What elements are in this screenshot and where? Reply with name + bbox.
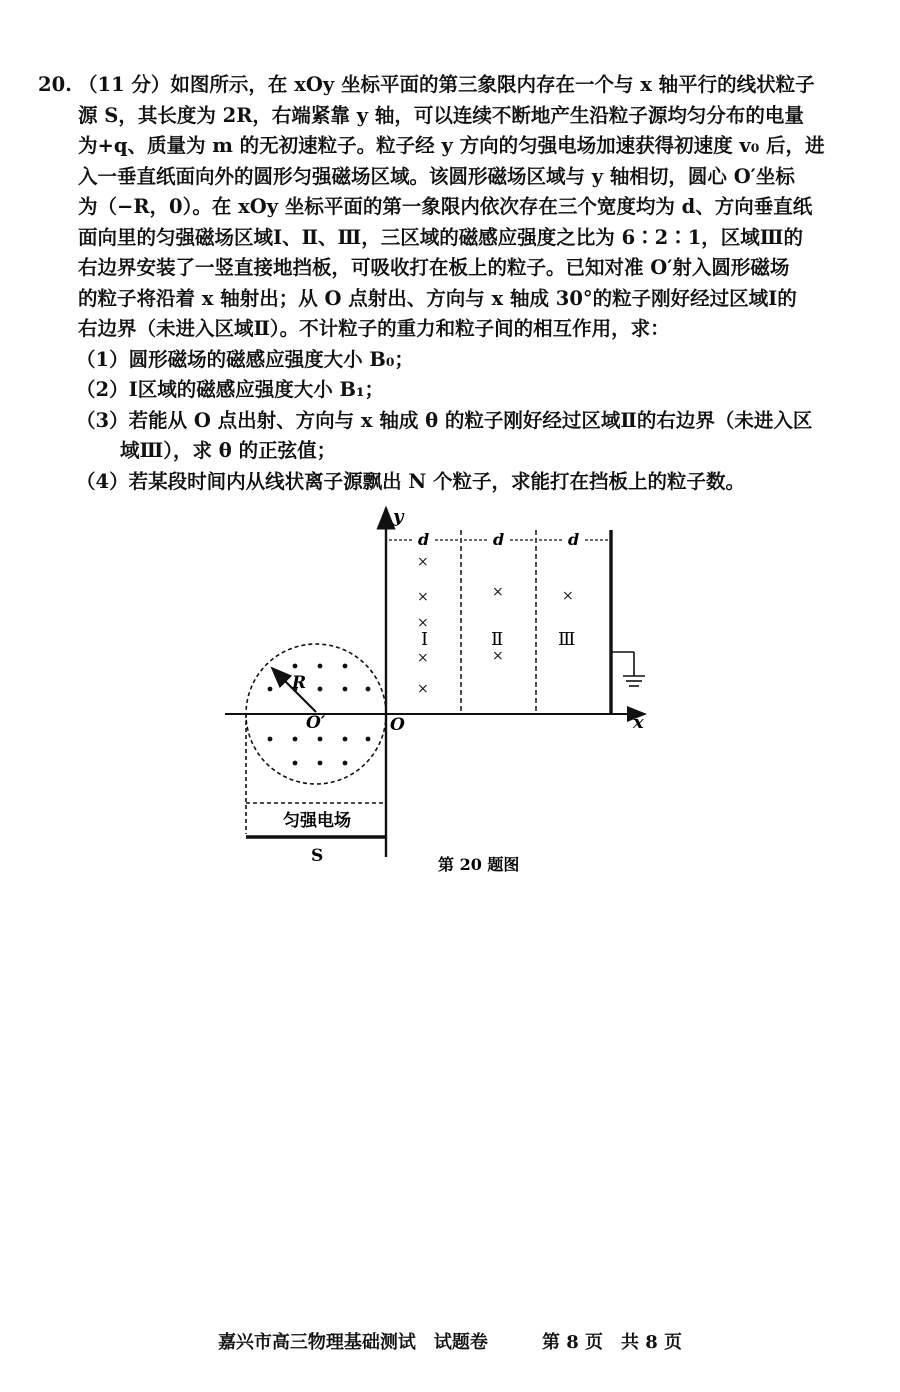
problem-line: 右边界安装了一竖直接地挡板，可吸收打在板上的粒子。已知对准 O′射入圆形磁场 [78,256,790,279]
problem-line: 源 S，其长度为 2R，右端紧靠 y 轴，可以连续不断地产生沿粒子源均匀分布的电量 [78,103,804,127]
width-label-region-1: d [418,530,430,549]
ground-icon [611,652,645,686]
sub-question-4: （4）若某段时间内从线状离子源飘出 N 个粒子，求能打在挡板上的粒子数。 [76,469,745,493]
y-axis-label: y [393,506,404,527]
svg-text:×: × [417,589,429,605]
question-number: 20. [38,73,72,96]
problem-line: 为（−R，0）。在 xOy 坐标平面的第一象限内依次存在三个宽度均为 d、方向垂直纸 [78,195,813,218]
width-label-region-2: d [493,530,505,549]
x-axis-label: x [633,712,644,733]
problem-line: 面向里的匀强磁场区域Ⅰ、Ⅱ、Ⅲ，三区域的磁感应强度之比为 6∶2∶1，区域Ⅲ的 [78,225,804,249]
sub-question-2: （2）Ⅰ区域的磁感应强度大小 B₁； [76,378,385,401]
svg-text:×: × [417,681,429,697]
problem-text: （11 分）如图所示，在 xOy 坐标平面的第三象限内存在一个与 x 轴平行的线状粒子 [78,73,815,96]
field-into-page-crosses [417,554,574,697]
center-label: O′ [306,713,326,733]
problem-line: 的粒子将沿着 x 轴射出；从 O 点射出、方向与 x 轴成 30°的粒子刚好经过区域Ⅰ的 [78,286,797,310]
region-2-label: Ⅱ [491,629,504,650]
figure-caption: 第 20 题图 [438,855,520,874]
svg-text:×: × [417,615,429,631]
svg-text:×: × [417,554,429,570]
sub-question-1: （1）圆形磁场的磁感应强度大小 B₀； [76,347,414,371]
page-footer [0,1328,900,1354]
svg-text:×: × [562,588,574,604]
problem-line: 为+q、质量为 m 的无初速粒子。粒子经 y 方向的匀强电场加速获得初速度 v₀ 后，进 [78,134,825,157]
svg-text:×: × [492,584,504,600]
source-label: S [311,846,324,866]
footer-page-number: 第 8 页 共 8 页 [541,1332,683,1353]
svg-text:×: × [492,648,504,664]
problem-line: 入一垂直纸面向外的圆形匀强磁场区域。该圆形磁场区域与 y 轴相切，圆心 O′坐标 [78,164,795,188]
sub-question-3-cont: 域Ⅲ），求 θ 的正弦值； [120,439,337,462]
footer-exam-title: 嘉兴市高三物理基础测试 试题卷 [217,1332,488,1353]
svg-text:×: × [417,650,429,666]
origin-label: O [390,715,405,735]
region-3-label: Ⅲ [558,629,576,650]
sub-question-3: （3）若能从 O 点出射、方向与 x 轴成 θ 的粒子刚好经过区域Ⅱ的右边界（未进入区 [76,408,813,432]
problem-line: 右边界（未进入区域Ⅱ）。不计粒子的重力和粒子间的相互作用，求： [78,317,670,340]
width-label-region-3: d [568,530,580,549]
radius-label: R [292,673,307,693]
electric-field-label: 匀强电场 [283,811,351,831]
region-1-label: Ⅰ [421,629,429,650]
